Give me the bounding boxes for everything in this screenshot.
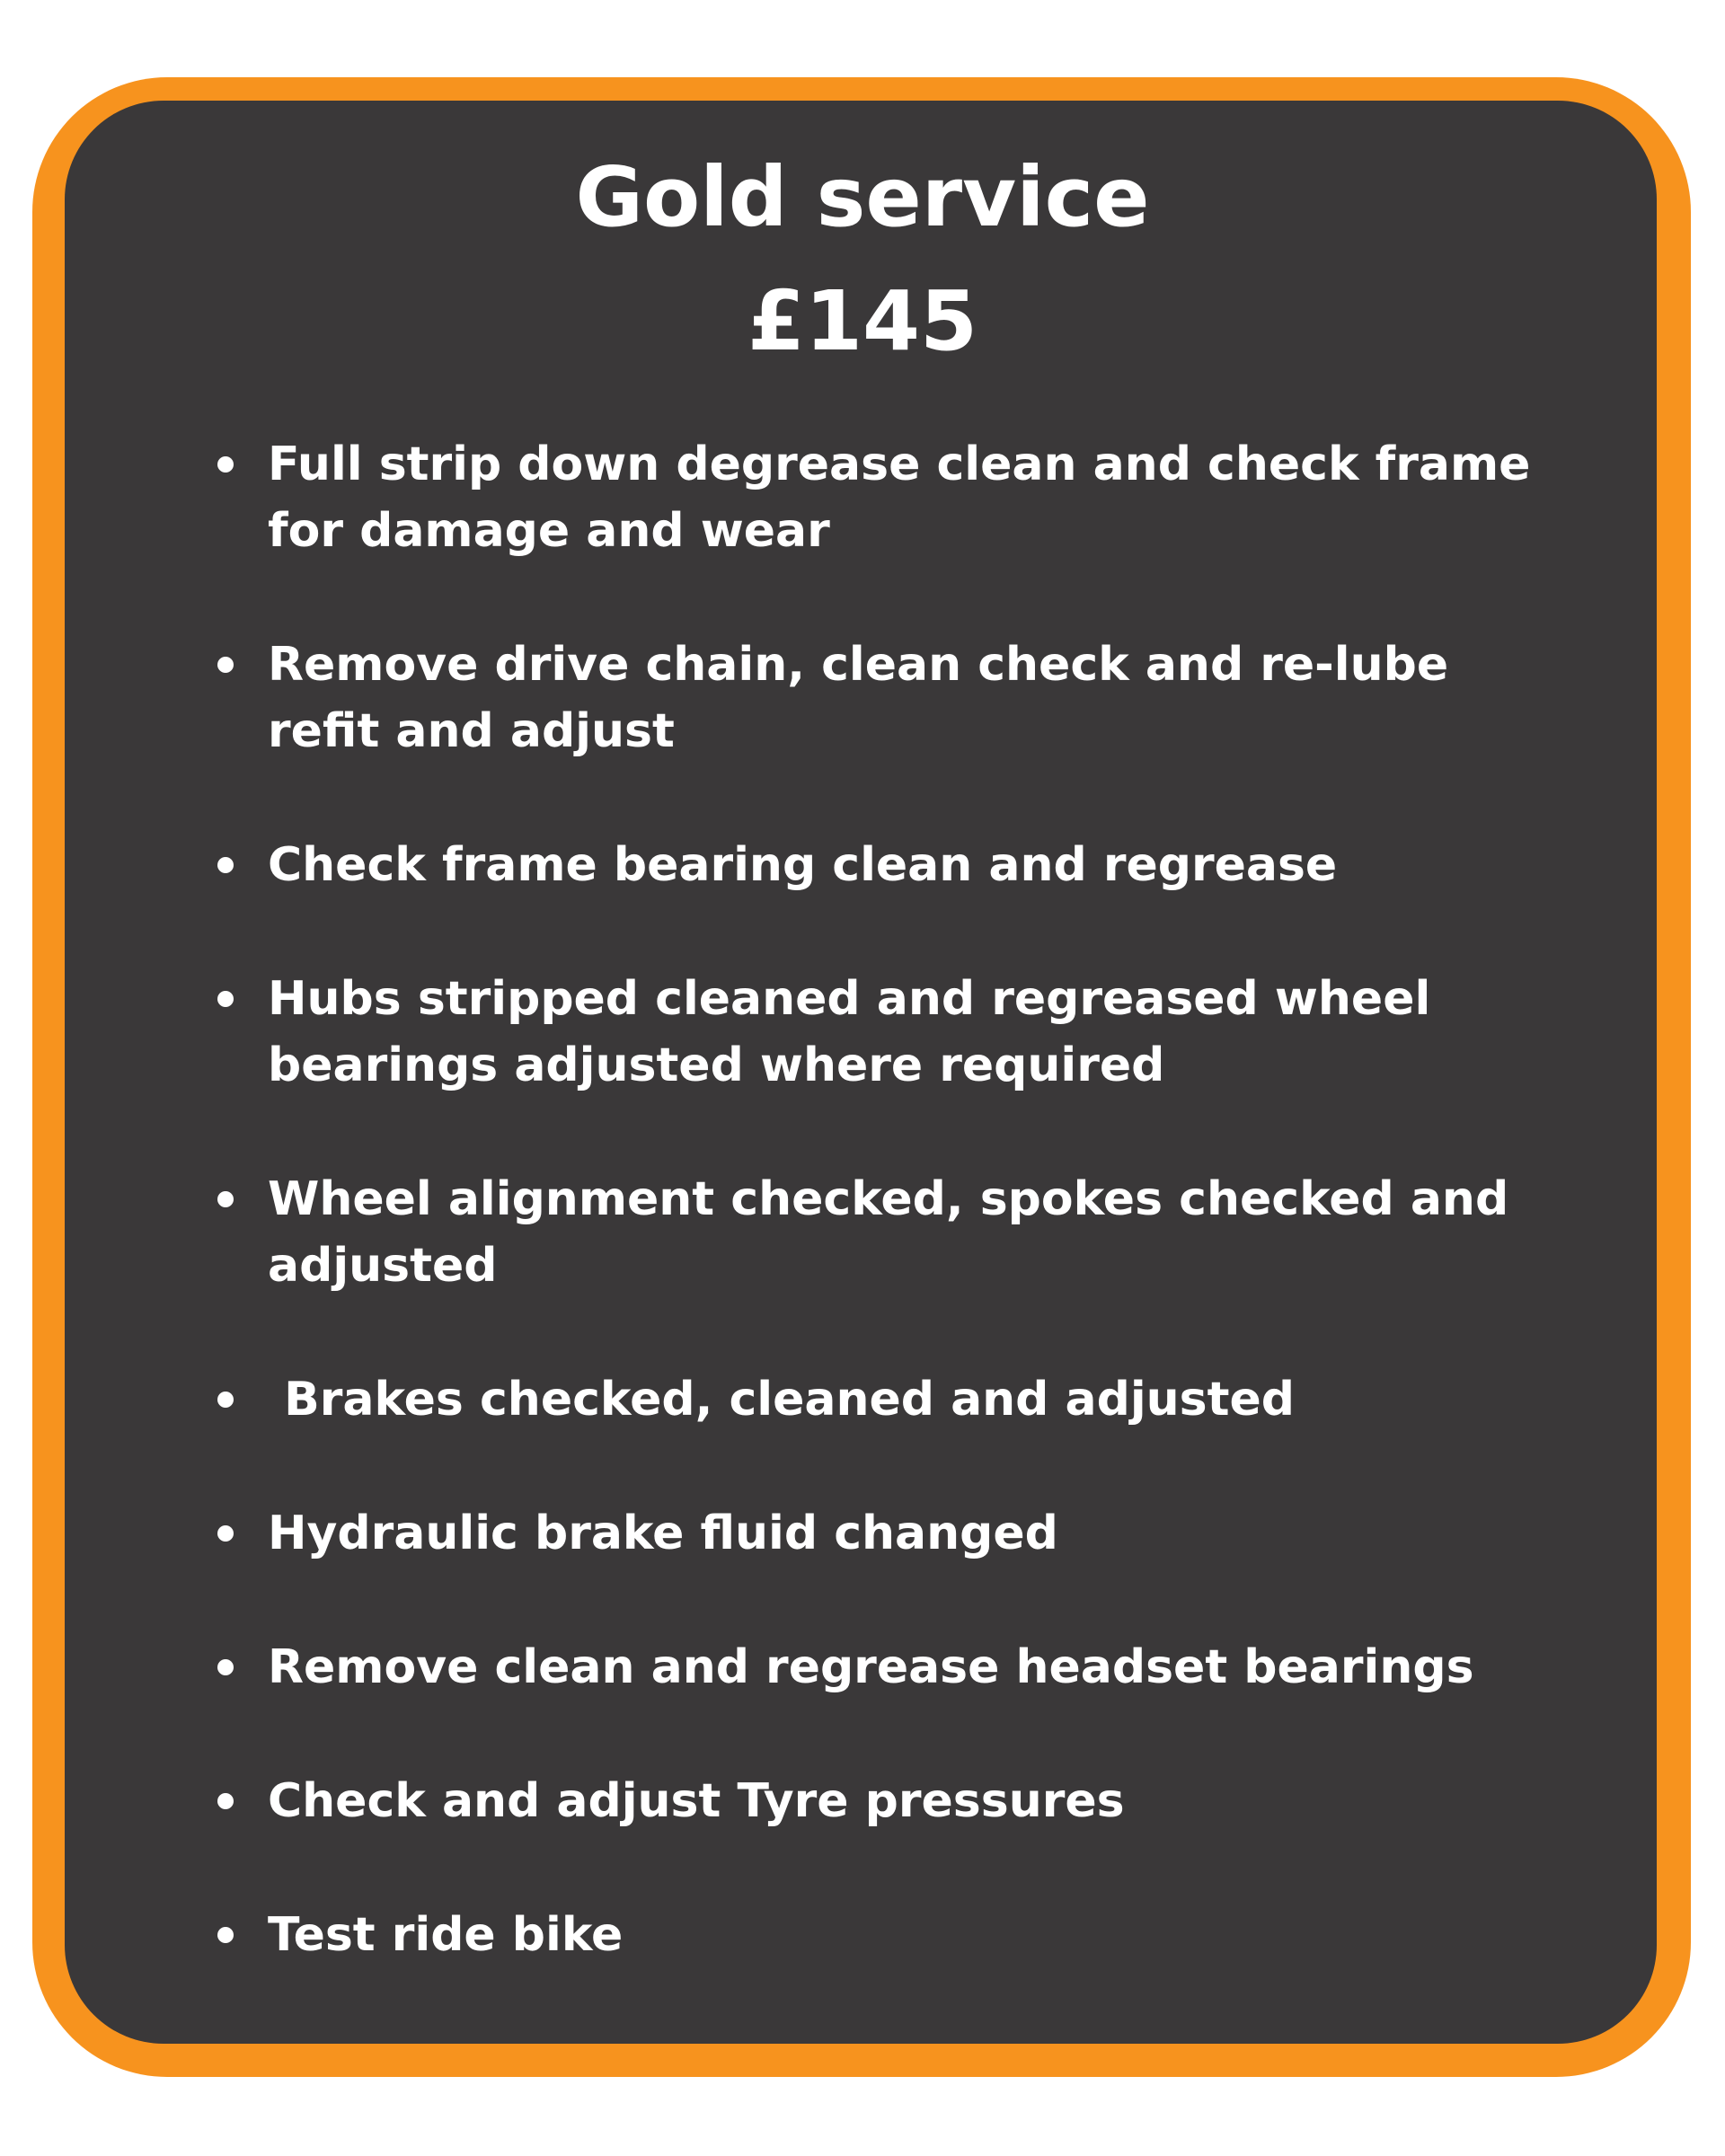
list-item: [216, 1500, 1563, 1567]
bullet-icon: [217, 456, 234, 473]
bullet-icon: [217, 1927, 234, 1943]
list-item: [216, 632, 1563, 764]
list-item: [216, 1768, 1563, 1834]
bullet-icon: [217, 1793, 234, 1809]
list-item: [216, 1366, 1563, 1433]
feature-list: [216, 431, 1563, 2036]
list-item: [216, 1166, 1563, 1299]
service-title: Gold service: [575, 149, 1150, 245]
feature-text: Remove clean and regrease headset bearings: [268, 1640, 1474, 1694]
list-item: [216, 832, 1563, 898]
list-item: [216, 1902, 1563, 1968]
list-item: [216, 966, 1563, 1099]
service-price: £145: [747, 273, 978, 369]
bullet-icon: [217, 991, 234, 1007]
feature-text: Hydraulic brake fluid changed: [268, 1507, 1058, 1560]
bullet-icon: [217, 1191, 234, 1207]
feature-text: Remove drive chain, clean check and re-lube refit and adjust: [268, 638, 1449, 758]
bullet-icon: [217, 1659, 234, 1675]
bullet-icon: [217, 657, 234, 673]
feature-text: Test ride bike: [268, 1908, 624, 1962]
feature-text: Wheel alignment checked, spokes checked and adjusted: [268, 1172, 1509, 1293]
feature-text: Full strip down degrease clean and check frame for damage and wear: [268, 437, 1531, 558]
list-item: [216, 431, 1563, 564]
feature-text: Brakes checked, cleaned and adjusted: [268, 1373, 1295, 1427]
feature-text: Hubs stripped cleaned and regreased wheel bearings adjusted where required: [268, 972, 1431, 1092]
bullet-icon: [217, 1392, 234, 1408]
list-item: [216, 1634, 1563, 1701]
bullet-icon: [217, 857, 234, 873]
feature-text: Check and adjust Tyre pressures: [268, 1774, 1125, 1828]
bullet-icon: [217, 1525, 234, 1542]
feature-text: Check frame bearing clean and regrease: [268, 838, 1338, 892]
